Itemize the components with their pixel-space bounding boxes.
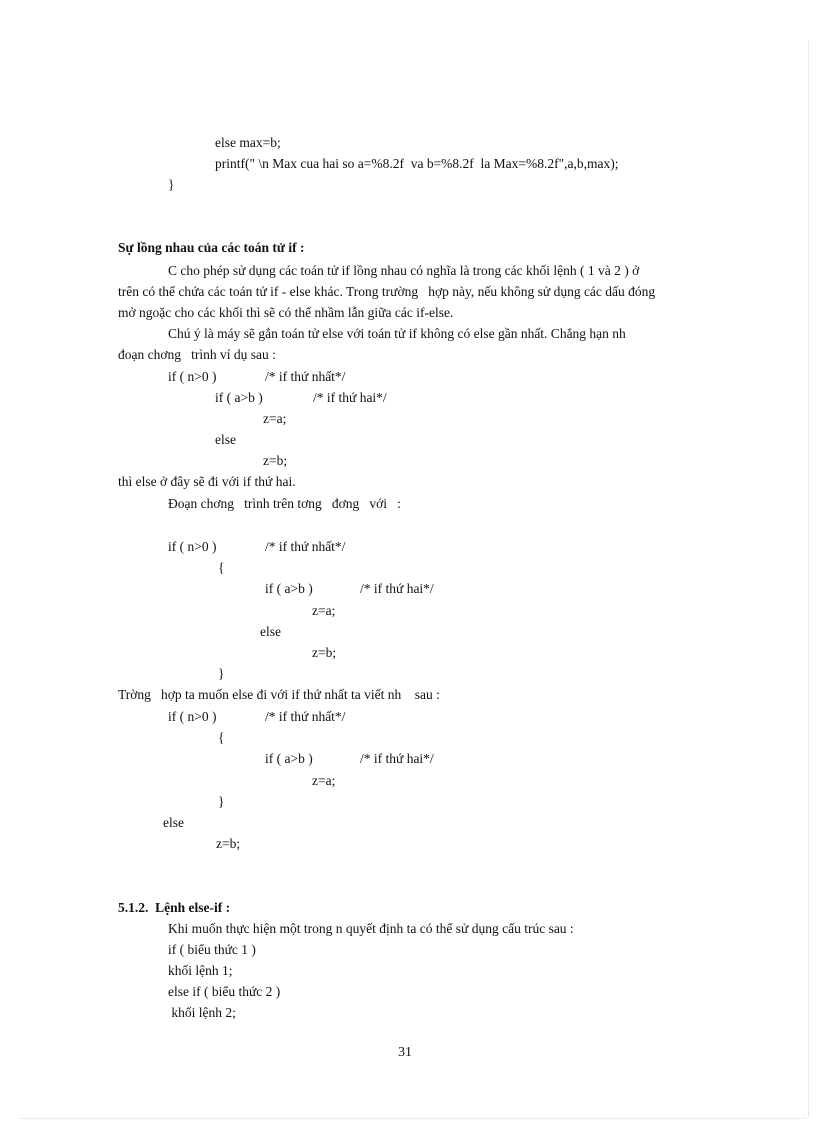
section-heading: Sự lồng nhau của các toán tử if : [118, 240, 305, 255]
code-comment: /* if thứ nhất*/ [265, 539, 346, 554]
code-line: if ( a>b ) [265, 751, 313, 766]
code-line: if ( a>b ) [215, 390, 263, 405]
code-line: khối lệnh 2; [168, 1005, 236, 1020]
code-line: else [215, 432, 236, 447]
code-line: if ( n>0 ) [168, 709, 217, 724]
code-line: z=b; [216, 836, 241, 851]
code-line: z=a; [312, 773, 336, 788]
code-line: printf(" \n Max cua hai so a=%8.2f va b=%8.2f la Max=%8.2f",a,b,max); [215, 156, 619, 171]
code-comment: /* if thứ nhất*/ [265, 369, 346, 384]
code-line: if ( n>0 ) [168, 369, 217, 384]
code-comment: /* if thứ hai*/ [360, 581, 434, 596]
code-line: } [218, 666, 225, 681]
paragraph-line: Chú ý là máy sẽ gắn toán tử else với toán tử if không có else gần nhất. Chẳng hạn nh [168, 326, 626, 341]
code-line: if ( n>0 ) [168, 539, 217, 554]
code-line: else [260, 624, 281, 639]
paragraph-line: C cho phép sử dụng các toán tử if lồng nhau có nghĩa là trong các khối lệnh ( 1 và 2 ) ở [168, 263, 640, 278]
code-line: else if ( biểu thức 2 ) [168, 984, 281, 999]
code-comment: /* if thứ nhất*/ [265, 709, 346, 724]
page-border-bottom [20, 1118, 806, 1119]
code-line: if ( biểu thức 1 ) [168, 942, 256, 957]
paragraph-line: mở ngoặc cho các khối thì sẽ có thể nhầm lẫn giữa các if-else. [118, 305, 454, 320]
code-line: } [218, 794, 225, 809]
code-line: z=a; [312, 603, 336, 618]
paragraph-line: Trờng hợp ta muốn else đi với if thứ nhất ta viết nh sau : [118, 687, 440, 702]
paragraph-line: Khi muốn thực hiện một trong n quyết định ta có thể sử dụng cấu trúc sau : [168, 921, 574, 936]
page-border-right [808, 40, 809, 1117]
code-line: khối lệnh 1; [168, 963, 233, 978]
page-number: 31 [398, 1045, 412, 1060]
code-line: { [218, 560, 225, 575]
code-comment: /* if thứ hai*/ [360, 751, 434, 766]
code-line: else [163, 815, 184, 830]
code-line: { [218, 730, 225, 745]
paragraph-line: trên có thể chứa các toán tử if - else khác. Trong trường hợp này, nếu không sử dụng các dấu đóng [118, 284, 656, 299]
code-line: z=b; [312, 645, 337, 660]
section-heading: 5.1.2. Lệnh else-if : [118, 900, 231, 915]
paragraph-line: đoạn chơng trình ví dụ sau : [118, 347, 276, 362]
code-line: z=b; [263, 453, 288, 468]
paragraph-line: thì else ở đây sẽ đi với if thứ hai. [118, 474, 296, 489]
paragraph-line: Đoạn chơng trình trên tơng đơng với : [168, 496, 401, 511]
code-line: z=a; [263, 411, 287, 426]
code-line: if ( a>b ) [265, 581, 313, 596]
code-line: } [168, 177, 175, 192]
code-comment: /* if thứ hai*/ [313, 390, 387, 405]
code-line: else max=b; [215, 135, 281, 150]
